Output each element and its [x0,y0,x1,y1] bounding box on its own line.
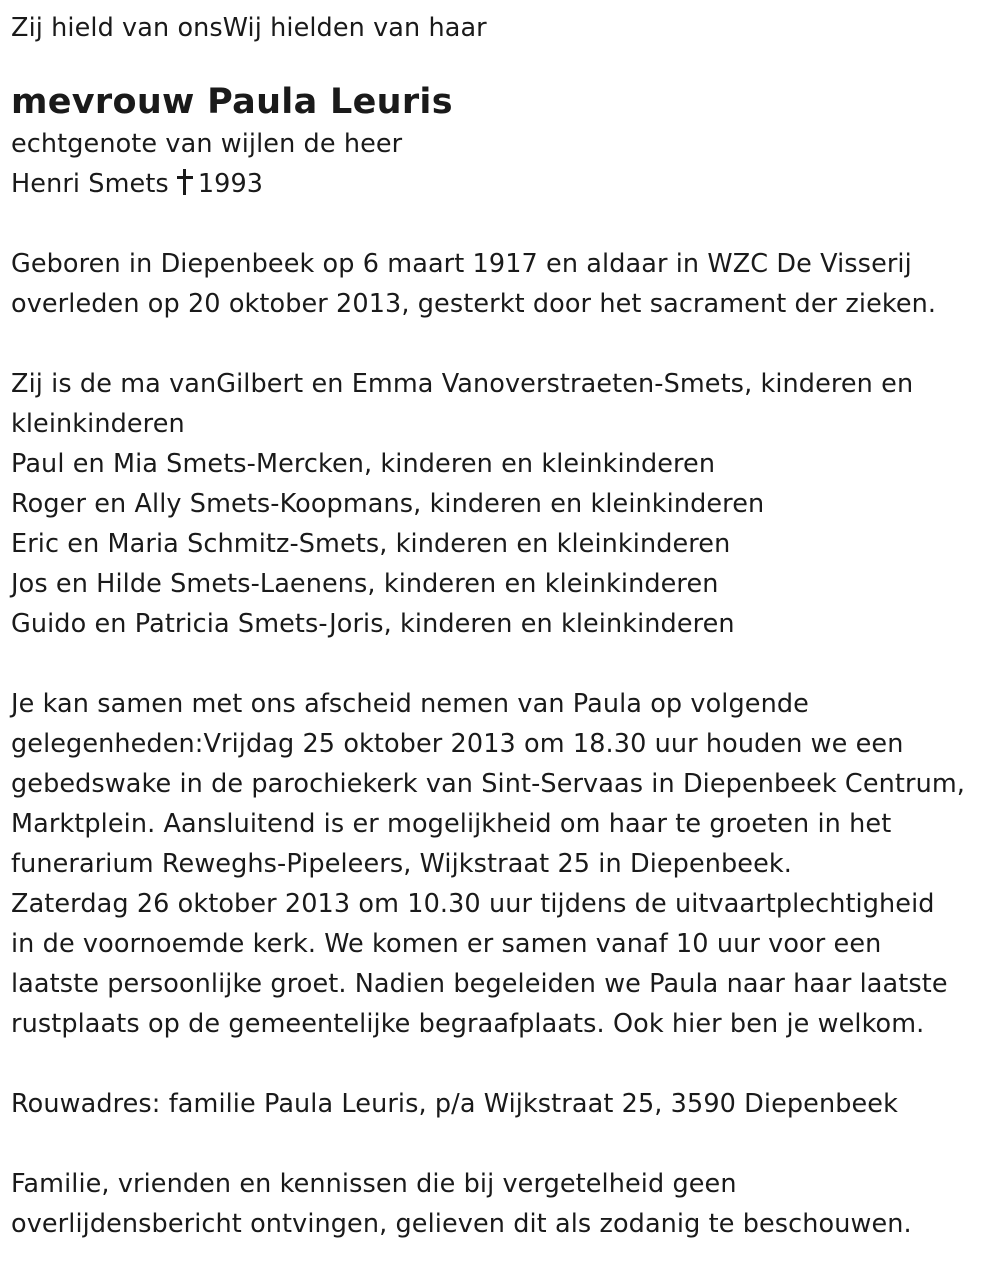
spouse-line: echtgenote van wijlen de heer [11,129,403,159]
paragraph-line: Zaterdag 26 oktober 2013 om 10.30 uur tijdens de uitvaartplechtigheid [11,889,935,919]
paragraph-line: Marktplein. Aansluitend is er mogelijkheid om haar te groeten in het [11,809,892,839]
family-paragraph [11,364,989,644]
closing-paragraph [11,1164,989,1244]
spacer [11,1124,989,1164]
spouse-death-year: 1993 [197,169,264,199]
paragraph-line: rustplaats op de gemeentelijke begraafplaats. Ook hier ben je welkom. [11,1009,925,1039]
paragraph-line: Je kan samen met ons afscheid nemen van Paula op volgende [11,689,809,719]
paragraph-line: kleinkinderen [11,409,185,439]
paragraph-line: Paul en Mia Smets-Mercken, kinderen en kleinkinderen [11,449,716,479]
paragraph-line: Geboren in Diepenbeek op 6 maart 1917 en aldaar in WZC De Visserij [11,249,912,279]
spouse-name-line [11,164,989,204]
birth-death-paragraph [11,244,989,324]
spacer [11,204,989,244]
paragraph-line: Eric en Maria Schmitz-Smets, kinderen en kleinkinderen [11,529,731,559]
paragraph-line: gebedswake in de parochiekerk van Sint-Servaas in Diepenbeek Centrum, [11,769,965,799]
paragraph-line: gelegenheden:Vrijdag 25 oktober 2013 om 18.30 uur houden we een [11,729,904,759]
spacer [11,48,989,80]
paragraph-line: Guido en Patricia Smets-Joris, kinderen en kleinkinderen [11,609,735,639]
cross-icon [177,169,193,195]
farewell-paragraph [11,684,989,1044]
paragraph-line: overleden op 20 oktober 2013, gesterkt door het sacrament der zieken. [11,289,937,319]
paragraph-line: Roger en Ally Smets-Koopmans, kinderen en kleinkinderen [11,489,765,519]
spacer [11,1044,989,1084]
spacer [11,324,989,364]
paragraph-line: overlijdensbericht ontvingen, gelieven dit als zodanig te beschouwen. [11,1209,912,1239]
paragraph-line: Jos en Hilde Smets-Laenens, kinderen en kleinkinderen [11,569,719,599]
deceased-name: mevrouw Paula Leuris [11,82,453,122]
paragraph-line: Familie, vrienden en kennissen die bij vergetelheid geen [11,1169,737,1199]
paragraph-line: laatste persoonlijke groet. Nadien begeleiden we Paula naar haar laatste [11,969,948,999]
spouse-name: Henri Smets [11,169,169,199]
paragraph-line: Zij is de ma vanGilbert en Emma Vanoverstraeten-Smets, kinderen en [11,369,914,399]
paragraph-line: funerarium Reweghs-Pipeleers, Wijkstraat 25 in Diepenbeek. [11,849,792,879]
tagline: Zij hield van onsWij hielden van haar [11,13,487,43]
paragraph-line: in de voornoemde kerk. We komen er samen vanaf 10 uur voor een [11,929,882,959]
mourning-address: Rouwadres: familie Paula Leuris, p/a Wijkstraat 25, 3590 Diepenbeek [11,1089,898,1119]
spacer [11,644,989,684]
